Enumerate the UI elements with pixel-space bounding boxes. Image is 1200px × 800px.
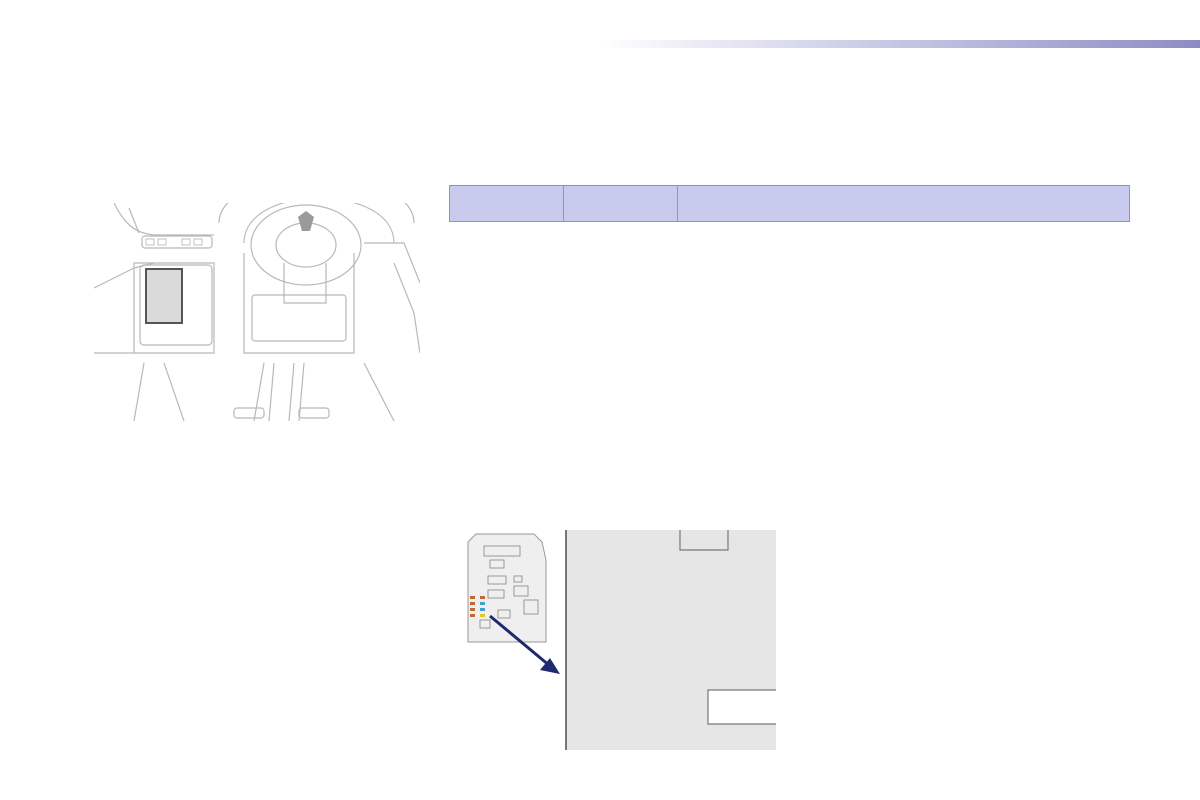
dashboard-illustration	[94, 203, 420, 421]
column-header-fuse	[450, 186, 564, 222]
fusebox-overview	[468, 534, 546, 642]
fuse-table	[449, 185, 1130, 222]
column-header-intensity	[564, 186, 678, 222]
peugeot-logo-icon	[298, 211, 314, 231]
header-gradient-bar	[600, 40, 1200, 48]
access-list-item	[94, 524, 122, 540]
table-header-row	[450, 186, 1130, 222]
column-header-function	[678, 186, 1130, 222]
fusebox-location-highlight	[146, 269, 182, 323]
fusebox-diagram	[462, 530, 776, 750]
